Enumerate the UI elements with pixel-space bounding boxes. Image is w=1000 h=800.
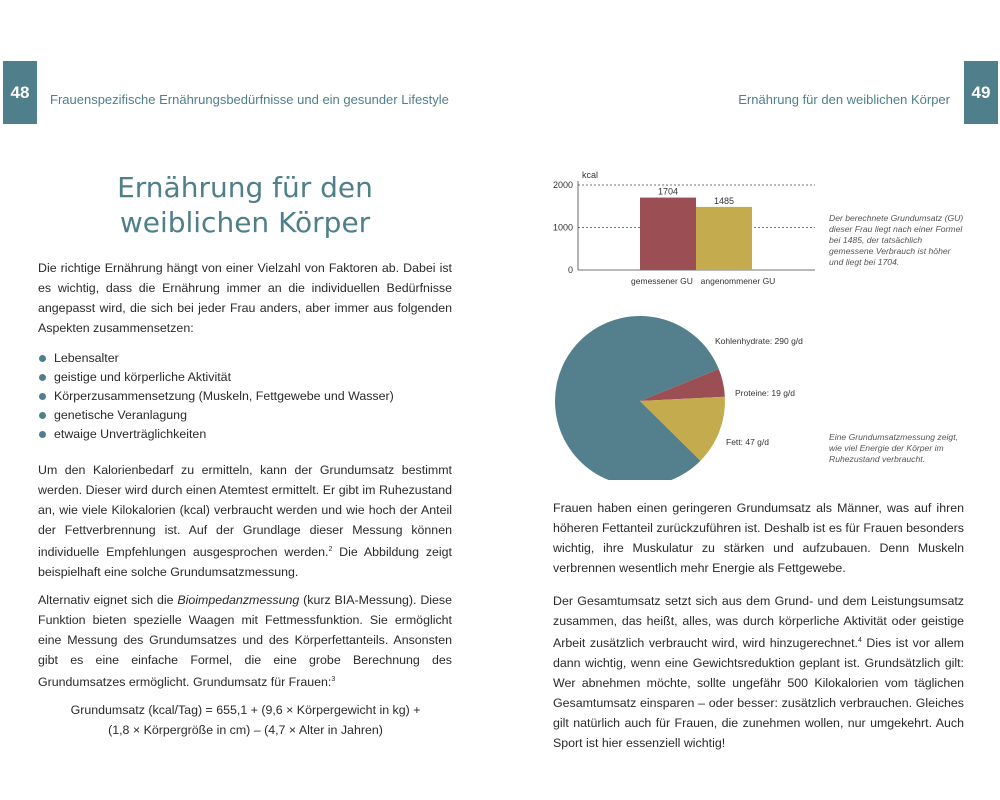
bullet-icon — [39, 374, 46, 381]
page-title — [60, 170, 430, 240]
y-tick-label: 1000 — [552, 222, 573, 233]
pie-chart-caption: Eine Grundumsatzmessung zeigt, wie viel Energie der Körper im Ruhezustand verbraucht. — [829, 432, 958, 464]
right-running-head: Ernährung für den weiblichen Körper — [738, 92, 950, 107]
y-tick-label: 0 — [567, 265, 573, 275]
list-item: genetische Veranlagung — [38, 406, 394, 425]
list-item: Körperzusammensetzung (Muskeln, Fettgewebe und Wasser) — [38, 387, 394, 406]
list-item: etwaige Unverträglichkeiten — [38, 425, 394, 444]
aspect-list — [38, 349, 394, 444]
footnote-ref: 2 — [328, 546, 333, 553]
x-tick-label: angenommener GU — [700, 276, 776, 286]
bar-chart-caption: Der berechnete Grundumsatz (GU) dieser Frau liegt nach einer Formel bei 1485, der tatsächlich gemessene Verbrauch ist höher und liegt bei 1704. — [829, 213, 964, 267]
calorie-paragraph: Um den Kalorienbedarf zu ermitteln, kann der Grundumsatz bestimmt werden. Dieser wird durch einen Atemtest ermittelt. Er gibt im Ruhezustand an, wie viele Kilokalorien (kcal) verbraucht werden und wie hoch der Anteil der Fettverbrennung ist. Auf der Grundlage dieser Messung können individuelle Empfehlungen ausgesprochen werden.$^2$ Die Abbildung zeigt beispielhaft eine solche Grundumsatzmessung. — [38, 463, 453, 580]
intro-paragraph: Die richtige Ernährung hängt von einer Vielzahl von Faktoren ab. Dabei ist es wichtig, dass die Ernährung immer an die individuellen Bedürfnisse angepasst wird, die sich bei jeder Frau anders, aber immer aus folgenden Aspekten zusammensetzen: — [38, 261, 452, 335]
pie-slice-label: Proteine: 19 g/d — [735, 388, 796, 398]
list-item: geistige und körperliche Aktivität — [38, 368, 394, 387]
left-running-head: Frauenspezifische Ernährungsbedürfnisse und ein gesunder Lifestyle — [50, 92, 449, 107]
bar-chart — [540, 165, 820, 295]
y-axis-label: kcal — [582, 170, 599, 180]
bar-value-label: 1485 — [713, 195, 735, 206]
bar — [696, 207, 752, 270]
right-paragraph-2: Der Gesamtumsatz setzt sich aus dem Grund- und dem Leistungsumsatz zusammen, das heißt, alles, was durch körperliche Aktivität oder geistige Arbeit zusätzlich verbraucht wird, wird hinzugerechnet.$^4$ Dies ist vor allem dann wichtig, wenn eine Gewichtsreduktion geplant ist. Grundsätzlich gilt: Wer abnehmen möchte, sollte ungefähr 500 Kilokalorien vom täglichen Gesamtumsatz einsparen – oder besser: zusätzlich verbrauchen. Gleiches gilt natürlich auch für Frauen, die zunehmen wollen, nur umgekehrt. Auch Sport ist hier essenziell wichtig! — [553, 594, 965, 751]
bullet-icon — [39, 431, 46, 438]
pie-chart — [550, 310, 825, 480]
x-tick-label: gemessener GU — [631, 276, 693, 286]
footnote-ref: 3 — [331, 676, 336, 683]
title-line-2: weiblichen Körper — [119, 206, 371, 239]
title-line-1: Ernährung für den — [117, 171, 373, 204]
pie-slice-label: Kohlenhydrate: 290 g/d — [715, 336, 803, 346]
bullet-icon — [39, 393, 46, 400]
footnote-ref: 4 — [858, 637, 862, 644]
formula-line-2: (1,8 × Körpergröße in cm) – (4,7 × Alter in Jahren) — [108, 723, 383, 737]
bar-value-label: 1704 — [657, 186, 679, 197]
list-item: Lebensalter — [38, 349, 394, 368]
bar — [640, 198, 696, 270]
y-tick-label: 2000 — [552, 180, 573, 190]
formula — [38, 700, 453, 740]
pie-slice-label: Fett: 47 g/d — [726, 437, 769, 447]
bullet-icon — [39, 355, 46, 362]
right-paragraph-1: Frauen haben einen geringeren Grundumsatz als Männer, was auf ihren höheren Fettanteil zurückzuführen ist. Deshalb ist es für Frauen besonders wichtig, ihre Muskulatur zu stärken und aufzubauen. Denn Muskeln verbrennen wesentlich mehr Energie als Fettgewebe. — [553, 501, 964, 575]
bullet-icon — [39, 412, 46, 419]
bia-paragraph: Alternativ eignet sich die Bioimpedanzmessung (kurz BIA-Messung). Diese Funktion bieten spezielle Waagen mit Fettmessfunktion. Sie ermöglicht eine Messung des Grundumsatzes und des Körperfettanteils. Ansonsten gibt es eine einfache Formel, die eine grobe Berechnung des Grundumsatzes ermöglicht. Grundumsatz für Frauen:$^3$ — [38, 593, 452, 690]
formula-line-1: Grundumsatz (kcal/Tag) = 655,1 + (9,6 × Körpergewicht in kg) + — [70, 703, 421, 717]
right-page-number: 49 — [964, 61, 998, 124]
left-page-number: 48 — [3, 61, 37, 124]
